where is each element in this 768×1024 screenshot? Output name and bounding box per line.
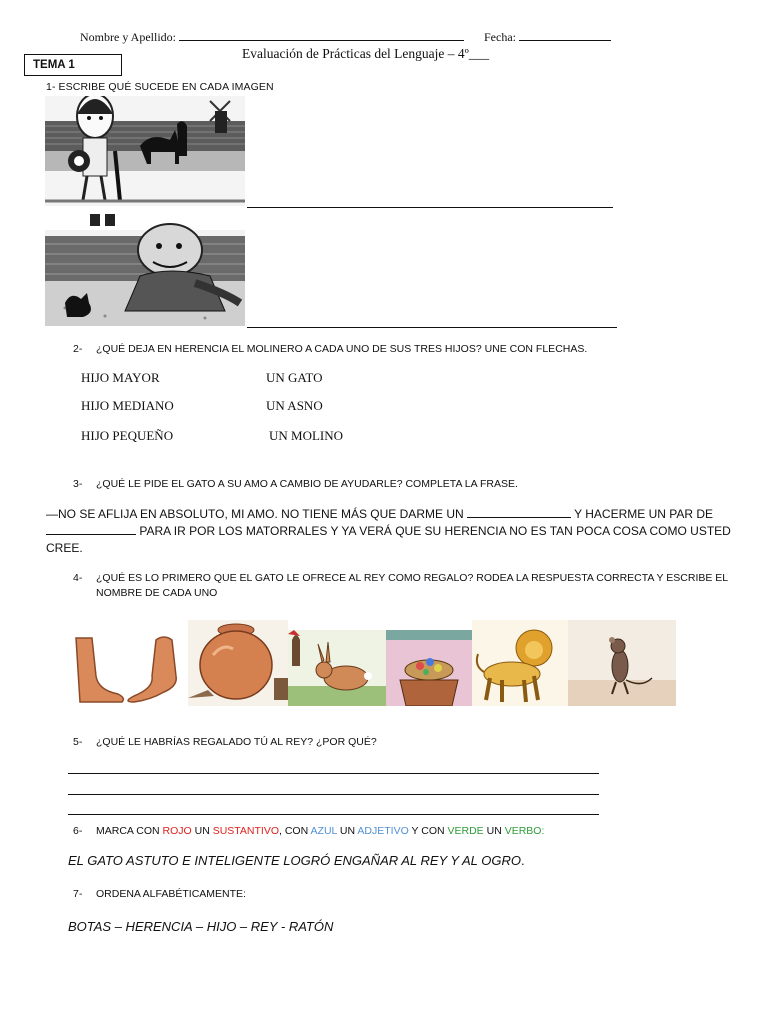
date-label: Fecha: bbox=[484, 30, 516, 44]
q3-phrase-4: CREE. bbox=[46, 541, 83, 555]
q6-adjective-label: ADJETIVO bbox=[357, 825, 409, 837]
q2-number: 2- bbox=[73, 343, 83, 355]
q3-paragraph bbox=[46, 506, 731, 557]
q1-answer-line-2[interactable] bbox=[247, 327, 617, 328]
q5-number: 5- bbox=[73, 736, 83, 748]
q6-sentence[interactable] bbox=[68, 853, 525, 868]
q2-text: ¿QUÉ DEJA EN HERENCIA EL MOLINERO A CADA UNO DE SUS TRES HIJOS? UNE CON FLECHAS. bbox=[96, 343, 588, 355]
name-row bbox=[80, 30, 611, 45]
q6-verb-label: VERBO: bbox=[504, 825, 545, 837]
heir-oldest: HIJO MAYOR bbox=[81, 370, 160, 385]
q6-part-un-1: UN bbox=[194, 825, 210, 837]
item-cat[interactable]: UN GATO bbox=[266, 370, 323, 385]
q7-text: ORDENA ALFABÉTICAMENTE: bbox=[96, 888, 246, 900]
q6-part-un-2: UN bbox=[339, 825, 356, 837]
q4-option-flower-basket[interactable] bbox=[386, 630, 472, 706]
q4-option-lion[interactable] bbox=[472, 620, 568, 706]
q4-text: ¿QUÉ ES LO PRIMERO QUE EL GATO LE OFRECE AL REY COMO REGALO? RODEA LA RESPUESTA CORRECTA Y ESCRIBE EL bbox=[96, 572, 729, 584]
q4-option-vase[interactable] bbox=[188, 620, 288, 706]
q6-number: 6- bbox=[73, 825, 83, 837]
q3-number: 3- bbox=[73, 478, 83, 490]
heir-middle: HIJO MEDIANO bbox=[81, 398, 174, 413]
q3-text: ¿QUÉ LE PIDE EL GATO A SU AMO A CAMBIO DE AYUDARLE? COMPLETA LA FRASE. bbox=[96, 478, 518, 490]
q6-part-y-con: Y CON bbox=[411, 825, 445, 837]
q6-color-blue: AZUL bbox=[310, 825, 337, 837]
q1-answer-line-1[interactable] bbox=[247, 207, 613, 208]
date-field[interactable] bbox=[519, 40, 611, 41]
q1-text: 1- ESCRIBE QUÉ SUCEDE EN CADA IMAGEN bbox=[46, 81, 274, 93]
q6-part-un-3: UN bbox=[486, 825, 502, 837]
q6-sentence-period: . bbox=[520, 853, 525, 868]
q5-answer-line-2[interactable] bbox=[68, 794, 599, 795]
q4-text-2: NOMBRE DE CADA UNO bbox=[96, 587, 218, 599]
q7-words: BOTAS – HERENCIA – HIJO – REY - RATÓN bbox=[68, 919, 334, 934]
scene-image-1 bbox=[45, 96, 245, 206]
name-label: Nombre y Apellido: bbox=[80, 30, 176, 44]
item-donkey[interactable]: UN ASNO bbox=[266, 398, 323, 413]
item-mill[interactable]: UN MOLINO bbox=[269, 428, 344, 443]
tema-label: TEMA 1 bbox=[33, 59, 75, 71]
q3-blank-2[interactable] bbox=[46, 534, 136, 535]
q6-color-red: ROJO bbox=[162, 825, 192, 837]
q3-phrase-2: Y HACERME UN PAR DE bbox=[574, 507, 714, 521]
q5-answer-line-3[interactable] bbox=[68, 814, 599, 815]
scene-image-2 bbox=[45, 208, 245, 326]
q4-option-rabbit[interactable] bbox=[288, 630, 386, 706]
q5-answer-line-1[interactable] bbox=[68, 773, 599, 774]
page-title: Evaluación de Prácticas del Lenguaje – 4º___ bbox=[242, 46, 490, 61]
q4-number: 4- bbox=[73, 572, 83, 584]
q3-blank-1[interactable] bbox=[467, 517, 571, 518]
q5-text: ¿QUÉ LE HABRÍAS REGALADO TÚ AL REY? ¿POR QUÉ? bbox=[96, 736, 377, 748]
name-field[interactable] bbox=[179, 40, 464, 41]
tema-box bbox=[24, 54, 122, 76]
q6-sentence-text[interactable]: EL GATO ASTUTO E INTELIGENTE LOGRÓ ENGAÑAR AL REY Y AL OGRO bbox=[68, 853, 521, 868]
q3-phrase-3: PARA IR POR LOS MATORRALES Y YA VERÁ QUE SU HERENCIA NO ES TAN POCA COSA COMO USTED bbox=[139, 524, 731, 538]
q6-color-green: VERDE bbox=[447, 825, 484, 837]
q7-number: 7- bbox=[73, 888, 83, 900]
q4-option-boots[interactable] bbox=[68, 630, 188, 705]
q3-phrase-1: —NO SE AFLIJA EN ABSOLUTO, MI AMO. NO TIENE MÁS QUE DARME UN bbox=[46, 507, 464, 521]
q4-option-mouse[interactable] bbox=[568, 620, 676, 706]
q6-noun-label: SUSTANTIVO bbox=[212, 825, 280, 837]
heir-youngest: HIJO PEQUEÑO bbox=[81, 428, 174, 443]
q6-part-mark: MARCA CON bbox=[96, 825, 160, 837]
q6-part-con: , CON bbox=[279, 825, 309, 837]
q6-instruction bbox=[96, 825, 544, 837]
